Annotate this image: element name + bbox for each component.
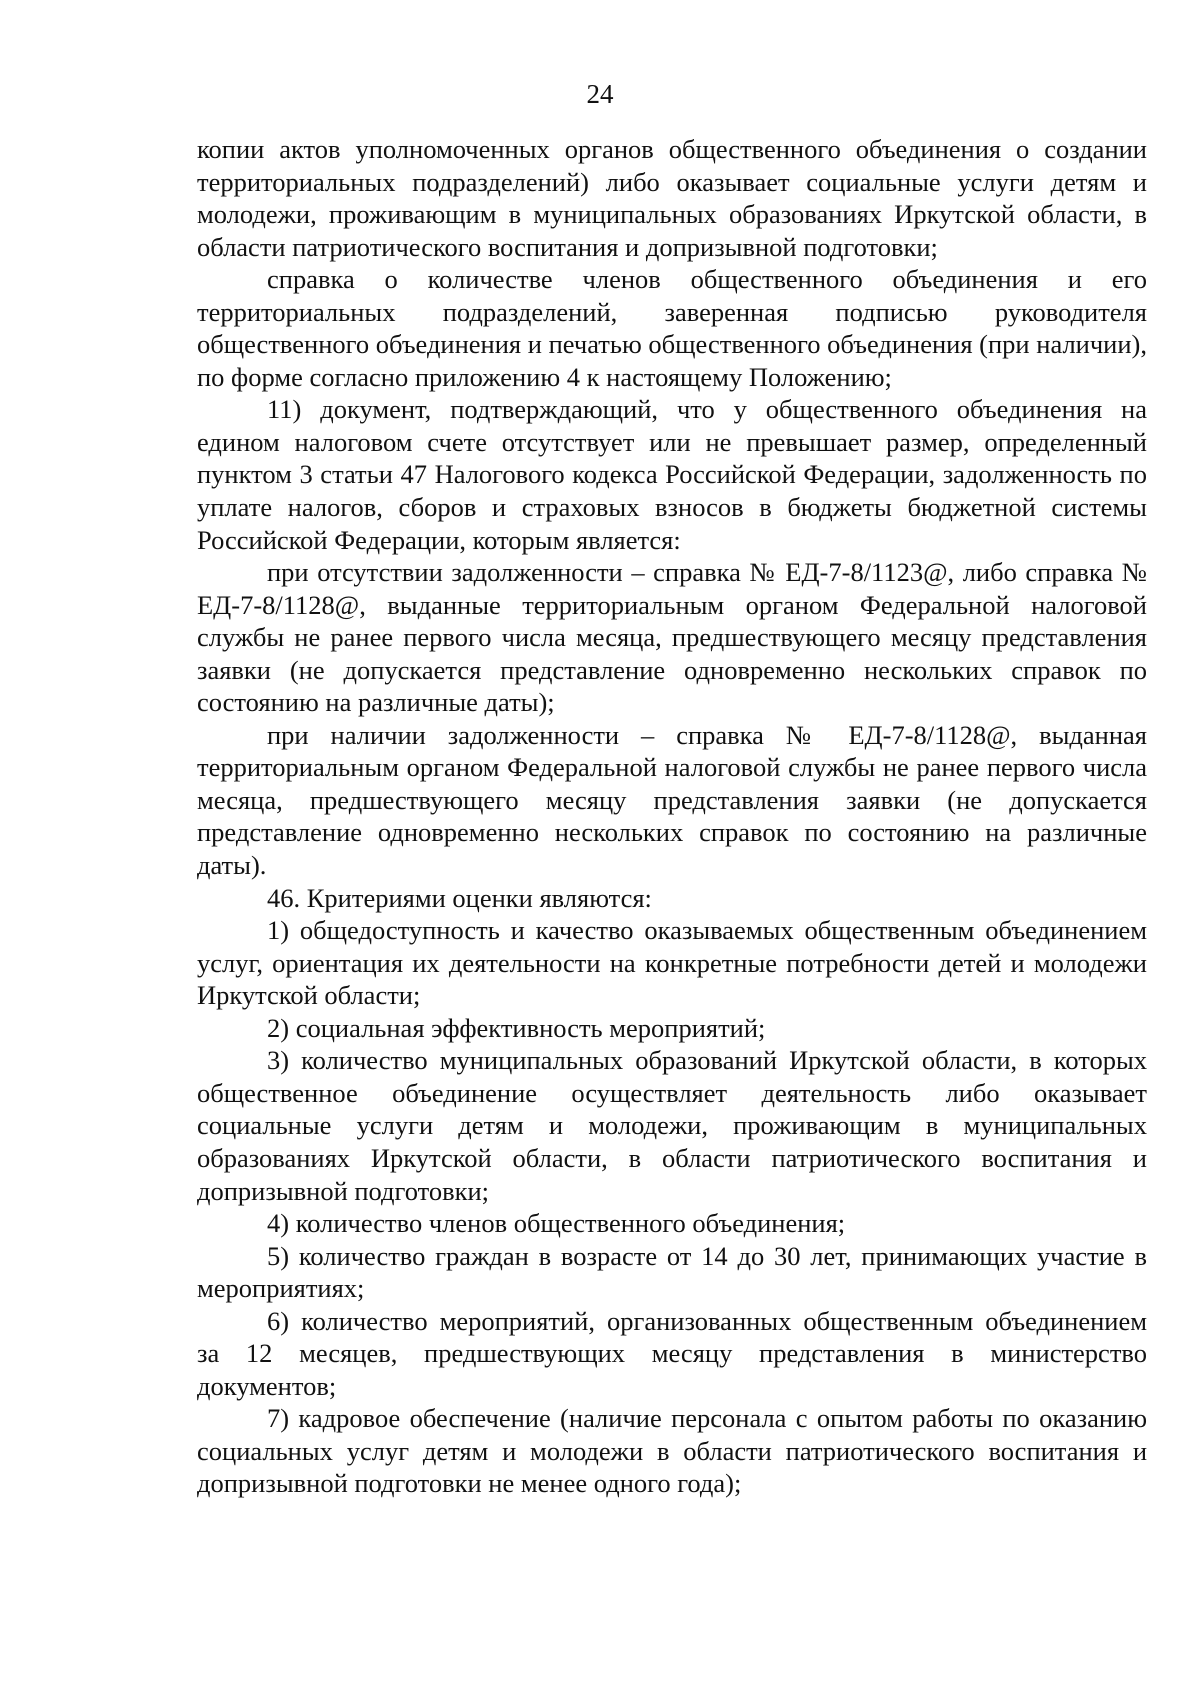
paragraph-membership-certificate: справка о количестве членов общественного объединения и его территориальных подразделений, заверенная подписью руководителя общественного объединения и печатью общественного объединения (при наличии), по форме согласно приложению 4 к настоящему Положению;	[197, 264, 1147, 392]
paragraph-criterion-7: 7) кадровое обеспечение (наличие персонала с опытом работы по оказанию социальных услуг детям и молодежи в области патриотического воспитания и допризывной подготовки не менее одного года);	[197, 1403, 1147, 1499]
paragraph-criterion-1: 1) общедоступность и качество оказываемых общественным объединением услуг, ориентация их деятельности на конкретные потребности детей и молодежи Иркутской области;	[197, 915, 1147, 1011]
paragraph-section-46-heading: 46. Критериями оценки являются:	[267, 882, 652, 913]
page-number: 24	[586, 79, 614, 109]
document-body	[197, 133, 1147, 1500]
paragraph-criterion-4: 4) количество членов общественного объединения;	[267, 1208, 846, 1239]
paragraph-criterion-3: 3) количество муниципальных образований Иркутской области, в которых общественное объединение осуществляет деятельность либо оказывает социальные услуги детям и молодежи, проживающим в муниципальных образованиях Иркутской области, в области патриотического воспитания и допризывной подготовки;	[197, 1045, 1147, 1206]
paragraph-no-debt-certificate: при отсутствии задолженности – справка № ЕД-7-8/1123@, либо справка № ЕД-7-8/1128@, выданные территориальным органом Федеральной налоговой службы не ранее первого числа месяца, предшествующего месяцу представления заявки (не допускается представление одновременно нескольких справок по состоянию на различные даты);	[197, 557, 1147, 718]
paragraph-criterion-6: 6) количество мероприятий, организованных общественным объединением за 12 месяцев, предшествующих месяцу представления в министерство документов;	[197, 1305, 1147, 1401]
paragraph-continuation: копии актов уполномоченных органов общественного объединения о создании территориальных подразделений) либо оказывает социальные услуги детям и молодежи, проживающим в муниципальных образованиях Иркутской области, в области патриотического воспитания и допризывной подготовки;	[197, 134, 1147, 262]
paragraph-debt-certificate: при наличии задолженности – справка № ЕД-7-8/1128@, выданная территориальным органом Федеральной налоговой службы не ранее первого числа месяца, предшествующего месяцу представления заявки (не допускается представление одновременно нескольких справок по состоянию на различные даты).	[197, 719, 1147, 881]
paragraph-criterion-2: 2) социальная эффективность мероприятий;	[267, 1012, 766, 1043]
paragraph-criterion-5: 5) количество граждан в возрасте от 14 до 30 лет, принимающих участие в мероприятиях;	[197, 1240, 1147, 1304]
paragraph-item-11-tax-document: 11) документ, подтверждающий, что у общественного объединения на едином налоговом счете отсутствует или не превышает размер, определенный пунктом 3 статьи 47 Налогового кодекса Российской Федерации, задолженность по уплате налогов, сборов и страховых взносов в бюджеты бюджетной системы Российской Федерации, которым является:	[197, 394, 1147, 555]
